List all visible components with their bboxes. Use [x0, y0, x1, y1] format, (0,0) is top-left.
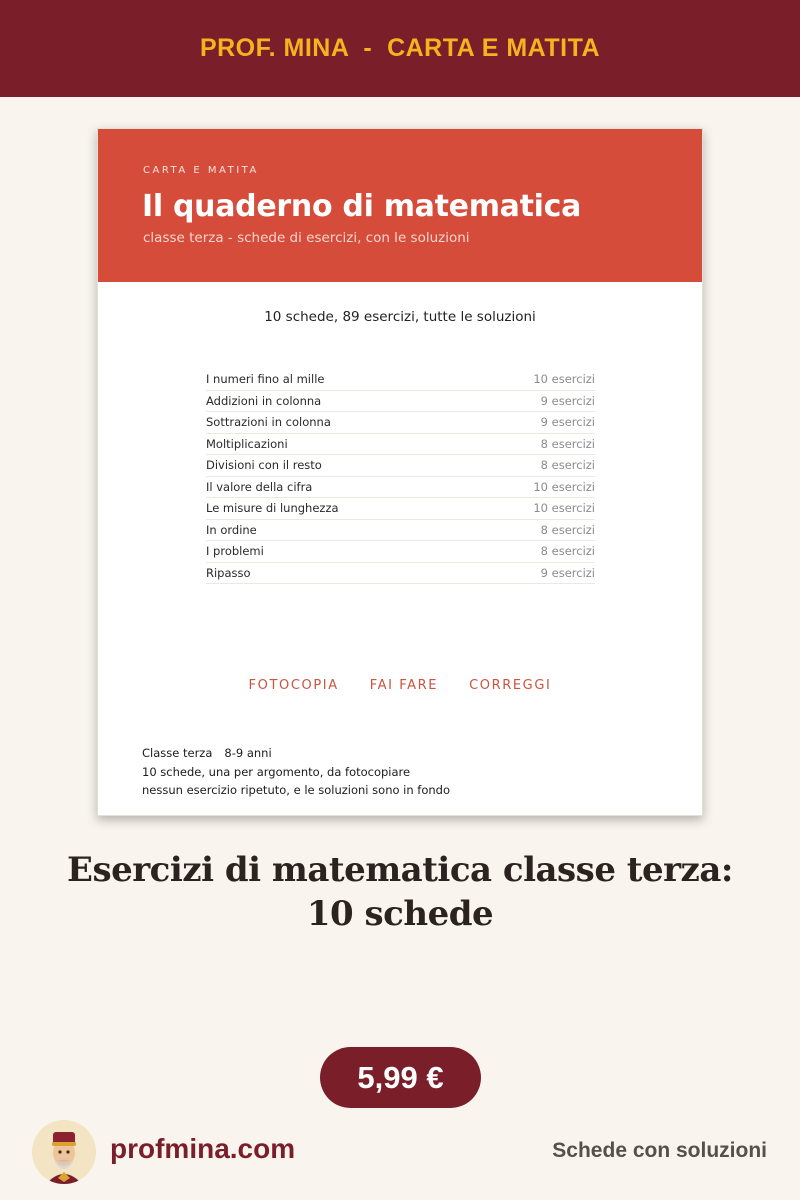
topic-name: Addizioni in colonna	[206, 393, 322, 408]
topic-count: 8 esercizi	[540, 436, 595, 451]
topic-name: I problemi	[206, 544, 264, 559]
topic-count: 8 esercizi	[540, 544, 595, 559]
banner-title: PROF. MINA - CARTA E MATITA	[199, 34, 601, 62]
topic-name: Ripasso	[206, 565, 251, 580]
cover-footer-line1	[142, 744, 450, 763]
cover-title: Il quaderno di matematica	[142, 189, 582, 224]
tagline: Schede con soluzioni	[552, 1139, 767, 1162]
topic-count: 8 esercizi	[540, 458, 595, 473]
topic-count: 8 esercizi	[540, 522, 595, 537]
price-text: 5,99 €	[357, 1059, 444, 1095]
topic-row	[206, 477, 595, 499]
topic-list	[206, 369, 595, 584]
cover-footer	[142, 744, 450, 800]
action-fotocopia: FOTOCOPIA	[248, 678, 339, 693]
topic-name: Moltiplicazioni	[206, 436, 288, 451]
price-badge[interactable]	[320, 1047, 481, 1108]
topic-name: Divisioni con il resto	[206, 458, 322, 473]
product-cover-image[interactable]	[97, 128, 703, 816]
topic-row	[206, 412, 595, 434]
cover-actions	[98, 678, 702, 693]
topic-row	[206, 498, 595, 520]
topic-name: Il valore della cifra	[206, 479, 313, 494]
topic-count: 9 esercizi	[540, 393, 595, 408]
topic-row	[206, 434, 595, 456]
topic-row	[206, 563, 595, 585]
topic-row	[206, 520, 595, 542]
product-title-line2: 10 schede	[306, 894, 494, 934]
topic-name: I numeri fino al mille	[206, 372, 325, 387]
product-title-line1: Esercizi di matematica classe terza:	[67, 850, 733, 890]
topic-name: In ordine	[206, 522, 257, 537]
cover-grade: Classe terza	[142, 746, 213, 760]
professor-avatar-icon	[32, 1120, 96, 1184]
product-title	[0, 848, 800, 936]
cover-summary: 10 schede, 89 esercizi, tutte le soluzioni	[264, 309, 536, 325]
topic-count: 10 esercizi	[533, 501, 595, 516]
topic-row	[206, 541, 595, 563]
topic-count: 9 esercizi	[540, 565, 595, 580]
topic-row	[206, 455, 595, 477]
action-correggi: CORREGGI	[469, 678, 552, 693]
cover-header	[98, 129, 702, 282]
topic-row	[206, 369, 595, 391]
action-fai-fare: FAI FARE	[369, 678, 439, 693]
cover-age: 8-9 anni	[224, 746, 272, 760]
top-banner	[0, 0, 800, 97]
topic-count: 10 esercizi	[533, 372, 595, 387]
topic-name: Le misure di lunghezza	[206, 501, 339, 516]
topic-count: 10 esercizi	[533, 479, 595, 494]
cover-kicker: CARTA E MATITA	[143, 165, 259, 176]
cover-footer-line2: 10 schede, una per argomento, da fotocopiare	[142, 764, 411, 779]
topic-count: 9 esercizi	[540, 415, 595, 430]
topic-name: Sottrazioni in colonna	[206, 415, 331, 430]
cover-subtitle: classe terza - schede di esercizi, con le soluzioni	[143, 230, 470, 246]
site-link[interactable]: profmina.com	[110, 1133, 296, 1164]
cover-footer-line3: nessun esercizio ripetuto, e le soluzioni sono in fondo	[142, 783, 451, 797]
topic-row	[206, 391, 595, 413]
